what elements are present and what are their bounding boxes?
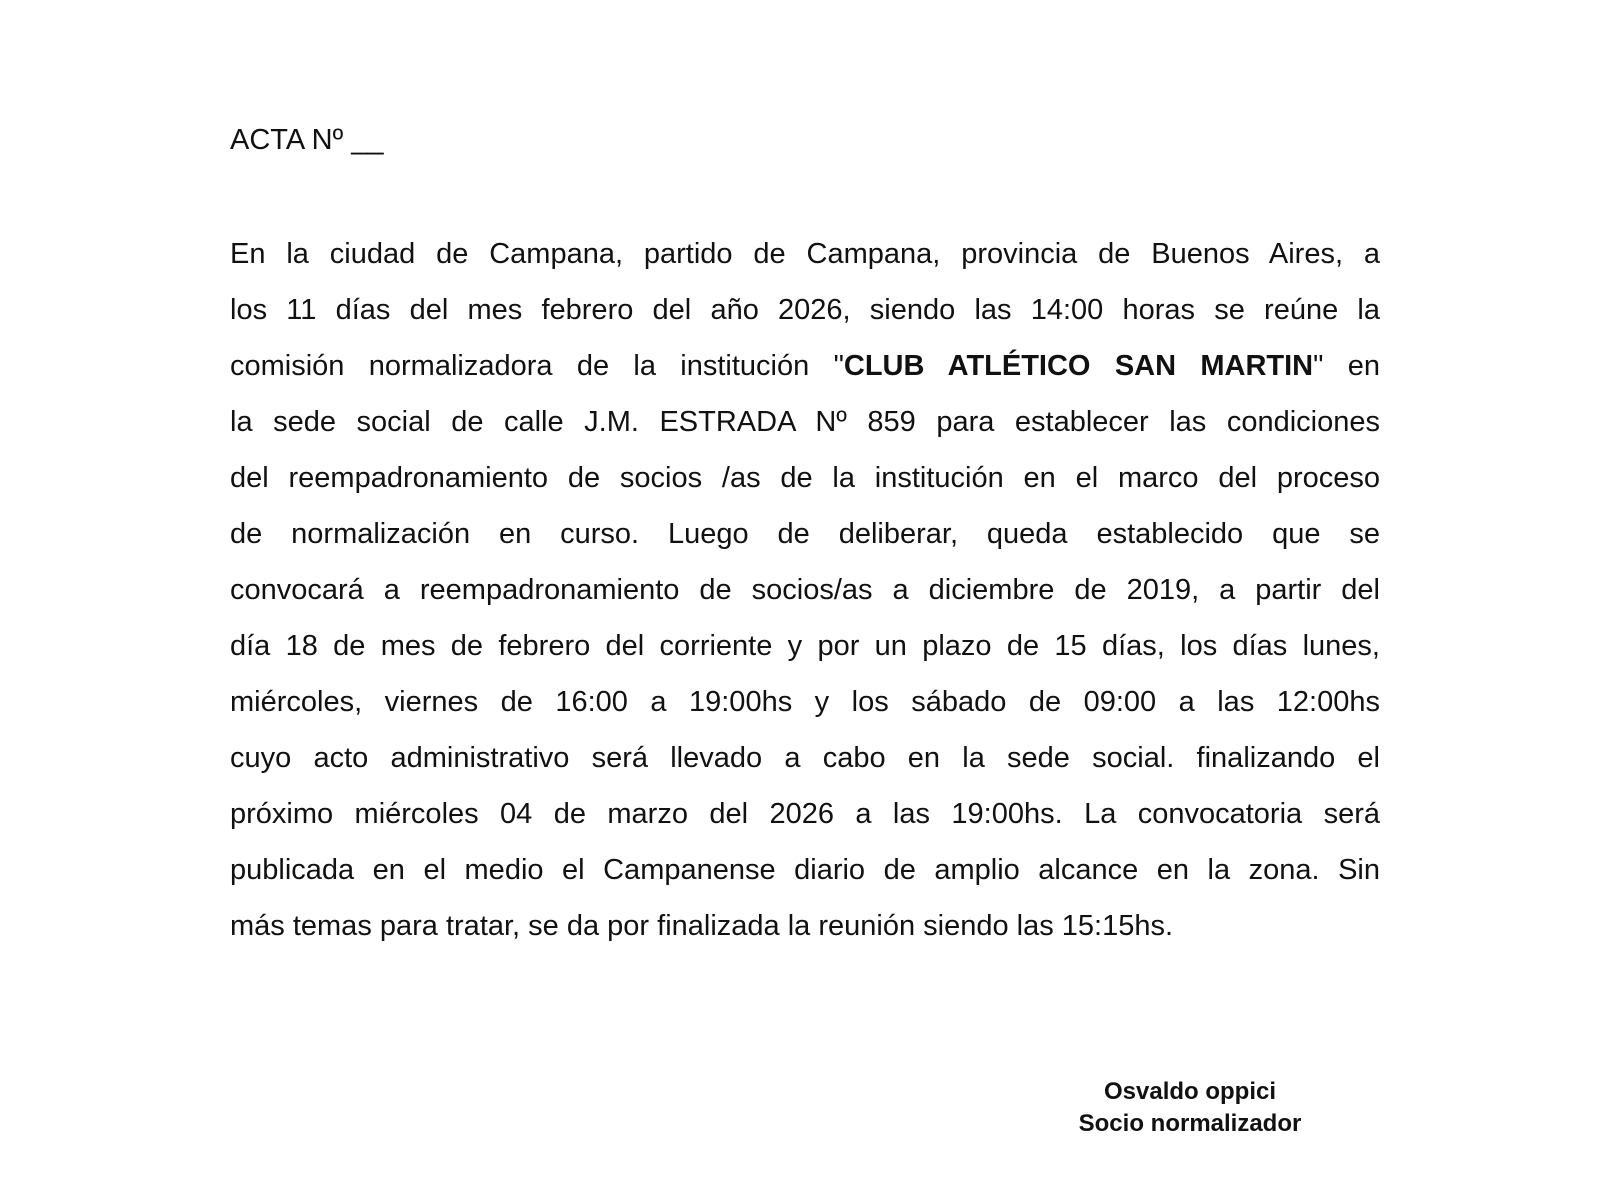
body-line: publicada en el medio el Campanense diario de amplio alcance en la zona. Sin [230, 854, 1380, 886]
body-line: más temas para tratar, se da por finalizada la reunión siendo las 15:15hs. [230, 910, 1174, 942]
body-line: de normalización en curso. Luego de deliberar, queda establecido que se [230, 518, 1380, 550]
body-line: los 11 días del mes febrero del año 2026, siendo las 14:00 horas se reúne la [230, 294, 1380, 326]
body-line: del reempadronamiento de socios /as de la institución en el marco del proceso [230, 462, 1380, 494]
body-line: próximo miércoles 04 de marzo del 2026 a las 19:00hs. La convocatoria será [230, 798, 1380, 830]
signatory-role: Socio normalizador [1078, 1110, 1302, 1137]
body-line-with-club-name [230, 338, 1380, 394]
body-line-text: comisión normalizadora de la institución " [230, 350, 844, 382]
body-line: convocará a reempadronamiento de socios/as a diciembre de 2019, a partir del [230, 574, 1380, 606]
body-line: cuyo acto administrativo será llevado a cabo en la sede social. finalizando el [230, 742, 1380, 774]
document-title: ACTA Nº __ [230, 124, 384, 156]
signature-block [1040, 1076, 1340, 1140]
document-body [230, 226, 1380, 954]
signatory-name: Osvaldo oppici [1103, 1078, 1277, 1105]
club-name: CLUB ATLÉTICO SAN MARTIN [843, 350, 1314, 382]
body-line: día 18 de mes de febrero del corriente y por un plazo de 15 días, los días lunes, [230, 630, 1380, 662]
body-line-text: " en [1313, 350, 1380, 382]
body-line: miércoles, viernes de 16:00 a 19:00hs y los sábado de 09:00 a las 12:00hs [230, 686, 1380, 718]
body-line: la sede social de calle J.M. ESTRADA Nº 859 para establecer las condiciones [230, 406, 1380, 438]
body-line: En la ciudad de Campana, partido de Campana, provincia de Buenos Aires, a [230, 238, 1380, 270]
